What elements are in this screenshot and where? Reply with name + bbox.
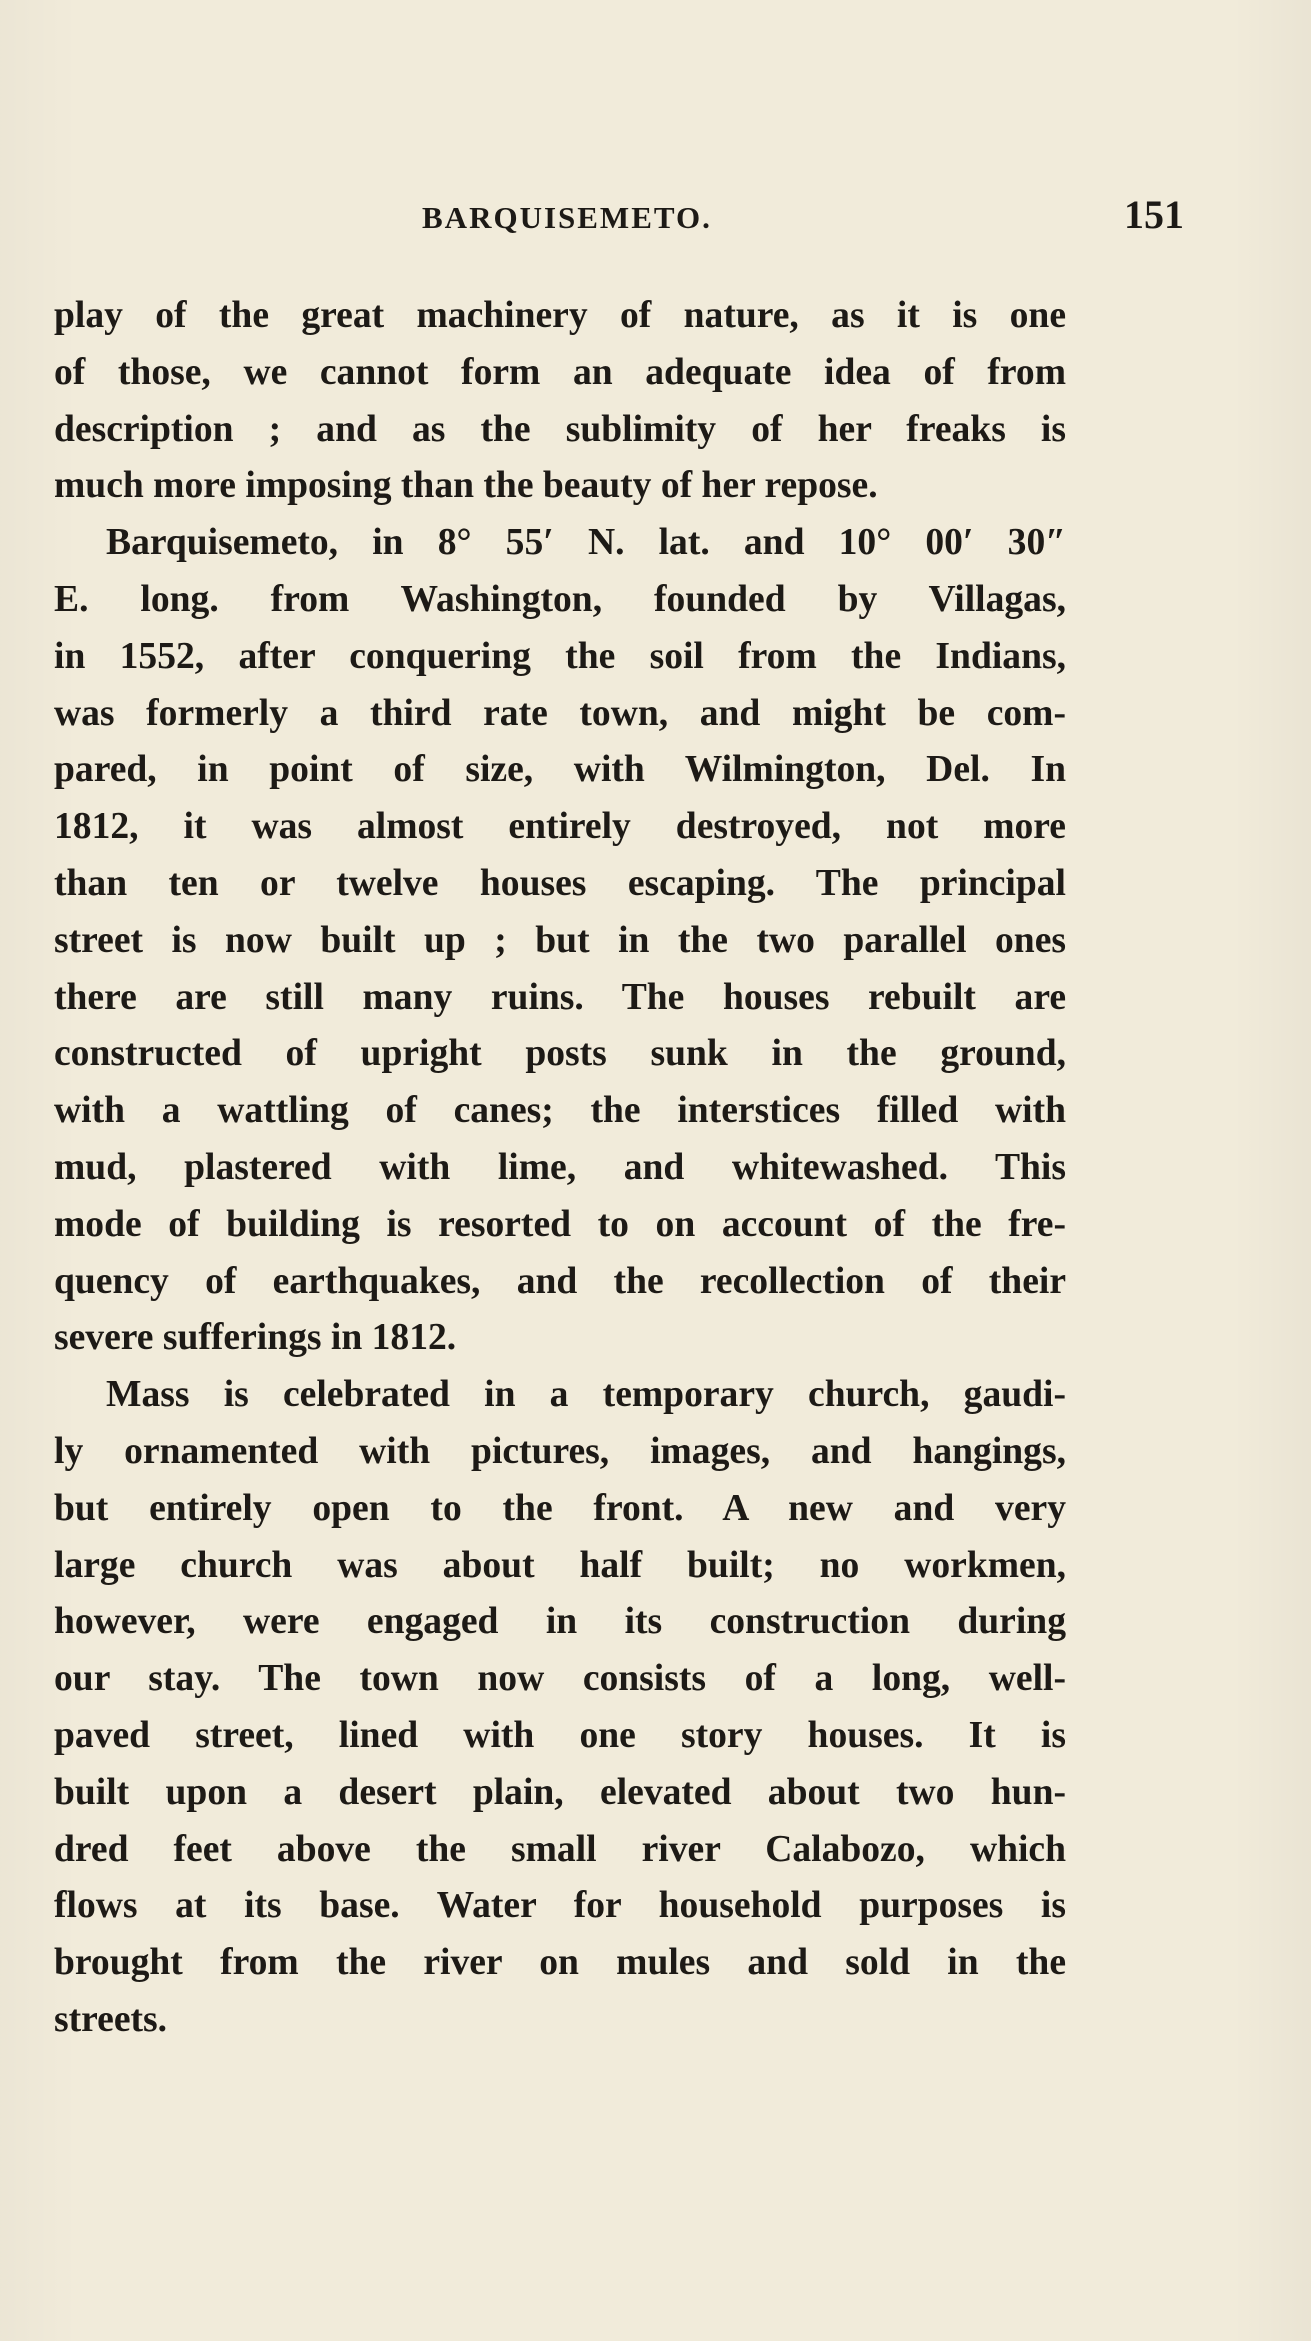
text-line: flows at its base. Water for household purposes is bbox=[54, 1885, 1066, 1927]
text-line: large church was about half built; no workmen, bbox=[54, 1544, 1066, 1586]
text-line: 1812, it was almost entirely destroyed, not more bbox=[54, 806, 1066, 848]
text-line: severe sufferings in 1812. bbox=[54, 1317, 457, 1359]
text-line: dred feet above the small river Calabozo, which bbox=[54, 1828, 1066, 1870]
text-line: play of the great machinery of nature, as it is one bbox=[54, 295, 1066, 336]
text-line: in 1552, after conquering the soil from the Indians, bbox=[54, 635, 1066, 677]
text-line: there are still many ruins. The houses rebuilt are bbox=[54, 976, 1066, 1018]
running-title: BARQUISEMETO. bbox=[422, 200, 712, 235]
running-head bbox=[54, 192, 1184, 238]
text-line: however, were engaged in its construction during bbox=[54, 1601, 1066, 1643]
text-line: Barquisemeto, in 8° 55′ N. lat. and 10° 00′ 30″ bbox=[106, 522, 1066, 564]
text-line: Mass is celebrated in a temporary church, gaudi- bbox=[106, 1374, 1066, 1416]
text-line: description ; and as the sublimity of her freaks is bbox=[54, 408, 1066, 450]
text-line: than ten or twelve houses escaping. The principal bbox=[54, 862, 1066, 904]
page-number: 151 bbox=[1124, 192, 1184, 237]
text-line: street is now built up ; but in the two parallel ones bbox=[54, 919, 1066, 961]
text-line: was formerly a third rate town, and might be com- bbox=[54, 692, 1066, 734]
text-line: streets. bbox=[54, 1998, 168, 2040]
text-line: mud, plastered with lime, and whitewashed. This bbox=[54, 1146, 1066, 1188]
text-line: E. long. from Washington, founded by Villagas, bbox=[54, 578, 1066, 620]
body-text bbox=[54, 288, 1066, 2049]
text-line: our stay. The town now consists of a long, well- bbox=[54, 1658, 1066, 1700]
text-line: constructed of upright posts sunk in the ground, bbox=[54, 1033, 1066, 1075]
text-line: pared, in point of size, with Wilmington, Del. In bbox=[54, 749, 1066, 791]
text-line: ly ornamented with pictures, images, and hangings, bbox=[54, 1430, 1066, 1472]
text-line: paved street, lined with one story houses. It is bbox=[54, 1714, 1066, 1756]
text-line: built upon a desert plain, elevated about two hun- bbox=[54, 1771, 1066, 1813]
text-line: of those, we cannot form an adequate idea of from bbox=[54, 351, 1066, 393]
text-line: brought from the river on mules and sold in the bbox=[54, 1942, 1066, 1984]
text-line: with a wattling of canes; the interstices filled with bbox=[54, 1090, 1066, 1132]
text-line: mode of building is resorted to on account of the fre- bbox=[54, 1203, 1066, 1245]
text-line: much more imposing than the beauty of her repose. bbox=[54, 465, 878, 507]
text-line: but entirely open to the front. A new and very bbox=[54, 1487, 1066, 1529]
text-line: quency of earthquakes, and the recollection of their bbox=[54, 1260, 1066, 1302]
